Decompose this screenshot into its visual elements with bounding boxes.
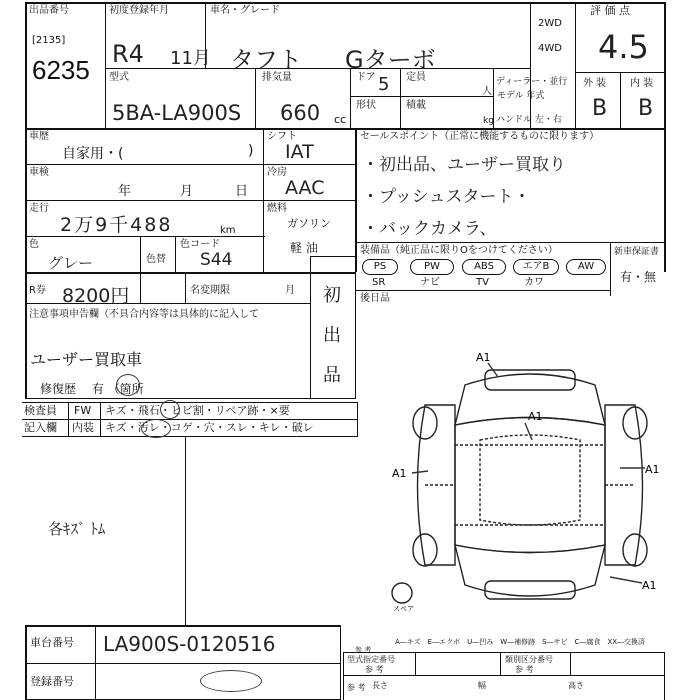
registration-label: 登録番号 — [30, 675, 74, 688]
entry-label: 記入欄 — [24, 421, 57, 434]
lot-number-small: [2135] — [32, 35, 66, 46]
repair-history-label: 修復歴 有 （箇所 — [40, 382, 144, 396]
type-designation-label: 型式指定番号 — [347, 655, 395, 664]
exterior-grade: B — [592, 96, 608, 121]
equip-tv: TV — [476, 277, 489, 288]
doors-value: 5 — [378, 74, 390, 95]
history-label: 車歴 — [29, 131, 49, 142]
color-label: 色 — [29, 239, 39, 250]
exterior-label: 外 装 — [583, 78, 607, 89]
damage-mark-3: A1 — [392, 467, 407, 480]
inspection-label: 車検 — [29, 167, 49, 178]
inspector-remark: 各ｷｽﾞ ﾄﾑ — [48, 520, 106, 538]
inspection-month: 月 — [180, 184, 194, 199]
legend-ref: 参 考 — [355, 646, 372, 654]
lot-number: 6235 — [32, 55, 90, 85]
cabin — [455, 418, 605, 553]
model-year-label: モデル 年式 — [497, 91, 545, 101]
sales-point-2: ・プッシュスタート・ — [362, 187, 531, 207]
handle-label: ハンドル 左・右 — [496, 115, 562, 125]
recycle-label: R券 — [29, 285, 46, 296]
length-label: 長さ — [372, 681, 388, 690]
equip-abs: ABS — [462, 259, 506, 275]
mark-line — [610, 577, 642, 583]
registration-scribble-mark — [200, 670, 262, 692]
car-name: タフト — [230, 46, 302, 74]
trunk — [455, 545, 605, 596]
color-change-label: 色替 — [146, 254, 166, 265]
equip-airbag: エアB — [513, 259, 559, 275]
capacity-label: 定員 — [406, 72, 426, 83]
wheel-front-left — [413, 407, 437, 439]
first-listing-stamp: 初出品 — [323, 285, 341, 386]
spare-tire — [392, 583, 412, 603]
first-registration-era: R4 — [112, 40, 144, 68]
damage-mark-1: A1 — [476, 351, 491, 364]
model-code: 5BA-LA900S — [112, 101, 242, 125]
equip-pw: PW — [410, 259, 454, 275]
evaluation-score: 4.5 — [598, 28, 649, 66]
shape-label: 形状 — [356, 100, 376, 111]
fw-circle-mark — [160, 400, 180, 419]
mark-line — [525, 423, 532, 440]
legend-line-1: A―キズ E―エクボ U―凹み W―補修跡 S―サビ C―腐食 XX―交換済 — [395, 638, 646, 646]
equip-navi: ナビ — [420, 277, 440, 288]
roof — [480, 435, 580, 525]
load-label: 積載 — [406, 100, 426, 111]
sales-points-label: セールスポイント（正常に機能するものに限ります） — [360, 131, 600, 142]
drive-4wd: 4WD — [538, 43, 562, 54]
drive-2wd: 2WD — [538, 18, 562, 29]
interior-circle-mark — [141, 419, 171, 438]
name-change-label: 名変期限 — [190, 285, 230, 296]
color-value: グレー — [48, 254, 94, 272]
interior-row-label: 内装 — [72, 421, 94, 434]
displacement-unit: cc — [334, 113, 347, 126]
equipment-label: 装備品（純正品に限りOをつけてください） — [360, 245, 558, 256]
warranty-value: 有・無 — [620, 270, 657, 284]
fuel-diesel: 軽 油 — [290, 241, 318, 255]
first-registration-month: 11月 — [170, 48, 211, 69]
fw-label: FW — [74, 404, 92, 417]
displacement-value: 660 — [280, 101, 321, 125]
evaluation-label: 評 価 点 — [590, 4, 630, 17]
recycle-value: 8200円 — [62, 285, 130, 307]
dealer-label: ディーラー・並行 — [496, 77, 568, 87]
aircon-value: AAC — [285, 177, 325, 199]
damage-mark-5: A1 — [642, 579, 657, 592]
interior-label: 内 装 — [630, 78, 654, 89]
height-label: 高さ — [568, 681, 584, 690]
mark-line — [412, 471, 428, 473]
capacity-unit: 人 — [482, 86, 492, 97]
car-name-label: 車名・グレード — [210, 5, 280, 16]
class-number-label: 類別区分番号 — [505, 655, 553, 664]
inspection-day: 日 — [235, 184, 249, 199]
equip-sr: SR — [372, 277, 386, 288]
damage-mark-2: A1 — [528, 410, 543, 423]
color-code-label: 色コード — [180, 239, 220, 250]
rear-items-label: 後日品 — [360, 293, 390, 304]
model-label: 型式 — [109, 72, 129, 83]
spare-label: スペア — [393, 605, 414, 613]
car-grade: Gターボ — [345, 46, 436, 74]
equip-aw: AW — [566, 259, 606, 275]
interior-items: キズ・汚レ・コゲ・穴・スレ・キレ・破レ — [105, 421, 314, 434]
doors-label: ドア — [356, 72, 376, 83]
interior-grade: B — [638, 96, 654, 121]
color-code-value: S44 — [200, 250, 233, 270]
damage-mark-4: A1 — [645, 463, 660, 476]
name-change-month: 月 — [285, 285, 295, 296]
chassis-label: 車台番号 — [30, 636, 74, 649]
shift-value: IAT — [285, 141, 314, 163]
history-close: ) — [248, 143, 254, 159]
lot-number-label: 出品番号 — [29, 5, 69, 16]
first-registration-label: 初度登録年月 — [109, 5, 169, 16]
car-diagram — [380, 345, 680, 625]
inspector-label: 検査員 — [24, 404, 57, 417]
equip-ps: PS — [362, 259, 398, 275]
wheel-front-right — [623, 407, 647, 439]
sales-point-3: ・バックカメラ、 — [362, 219, 497, 239]
inspection-year: 年 — [118, 184, 132, 199]
aircon-label: 冷房 — [267, 167, 287, 178]
notes-label: 注意事項申告欄（不具合内容等は具体的に記入して — [29, 309, 259, 320]
repair-none-circle-mark — [116, 374, 140, 396]
type-designation-sub: 参 考 — [365, 665, 384, 674]
fuel-gasoline: ガソリン — [287, 217, 331, 230]
notes-text: ユーザー買取車 — [30, 350, 143, 369]
fuel-label: 燃料 — [267, 203, 287, 214]
fw-items: キズ・飛石・ヒビ割・リペア跡・×要 — [105, 404, 290, 417]
front-bumper — [485, 370, 575, 390]
class-number-sub: 参 考 — [515, 665, 534, 674]
dimension-ref: 参 考 — [347, 683, 366, 692]
mileage-label: 走行 — [29, 203, 49, 214]
sales-point-1: ・初出品、ユーザー買取り — [362, 155, 566, 175]
mileage-value: 2万9千488 — [60, 214, 173, 236]
shift-label: シフト — [267, 131, 297, 142]
history-value: 自家用・( — [62, 146, 124, 162]
chassis-value: LA900S-0120516 — [103, 632, 276, 656]
load-unit: kg — [483, 116, 494, 126]
equip-leather: カワ — [524, 277, 544, 288]
displacement-label: 排気量 — [262, 72, 292, 83]
warranty-label: 新車保証書 — [614, 247, 660, 257]
width-label: 幅 — [478, 681, 486, 690]
mileage-unit: km — [220, 225, 236, 236]
